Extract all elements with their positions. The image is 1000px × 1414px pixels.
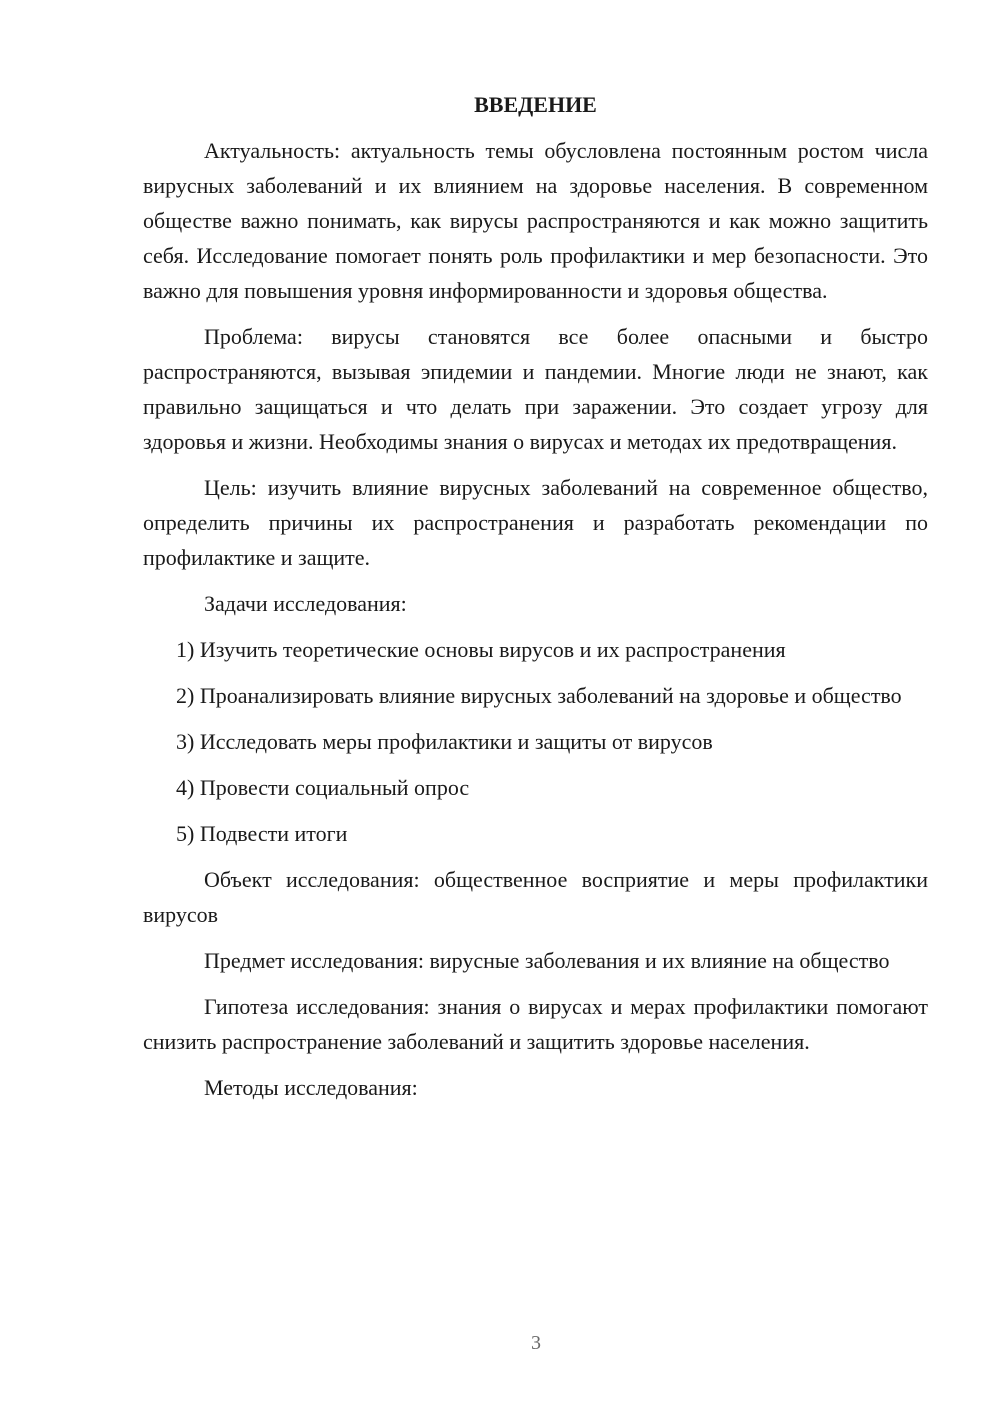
section-heading: ВВЕДЕНИЕ xyxy=(474,92,597,117)
paragraph-hypothesis: Гипотеза исследования: знания о вирусах и мерах профилактики помогают снизить распространение заболеваний и защитить здоровье населения. xyxy=(143,994,928,1054)
page-number: 3 xyxy=(531,1332,541,1354)
paragraph-object: Объект исследования: общественное восприятие и меры профилактики вирусов xyxy=(143,867,928,927)
task-item-5: 5) Подвести итоги xyxy=(176,821,348,846)
paragraph-methods: Методы исследования: xyxy=(204,1075,418,1100)
task-item-1: 1) Изучить теоретические основы вирусов и их распространения xyxy=(176,637,786,662)
paragraph-goal: Цель: изучить влияние вирусных заболеваний на современное общество, определить причины их распространения и разработать рекомендации по профилактике и защите. xyxy=(143,475,928,570)
task-item-3: 3) Исследовать меры профилактики и защиты от вирусов xyxy=(176,729,713,754)
task-item-2: 2) Проанализировать влияние вирусных заболеваний на здоровье и общество xyxy=(176,683,902,708)
paragraph-relevance: Актуальность: актуальность темы обусловлена постоянным ростом числа вирусных заболеваний и их влиянием на здоровье населения. В современном обществе важно понимать, как вирусы распространяются и как можно защитить себя. Исследование помогает понять роль профилактики и мер безопасности. Это важно для повышения уровня информированности и здоровья общества. xyxy=(143,138,928,303)
paragraph-tasks-intro: Задачи исследования: xyxy=(204,591,407,616)
paragraph-subject: Предмет исследования: вирусные заболевания и их влияние на общество xyxy=(204,948,890,973)
document-page xyxy=(143,88,928,1116)
task-item-4: 4) Провести социальный опрос xyxy=(176,775,470,800)
paragraph-problem: Проблема: вирусы становятся все более опасными и быстро распространяются, вызывая эпидемии и пандемии. Многие люди не знают, как правильно защищаться и что делать при заражении. Это создает угрозу для здоровья и жизни. Необходимы знания о вирусах и методах их предотвращения. xyxy=(143,324,928,454)
